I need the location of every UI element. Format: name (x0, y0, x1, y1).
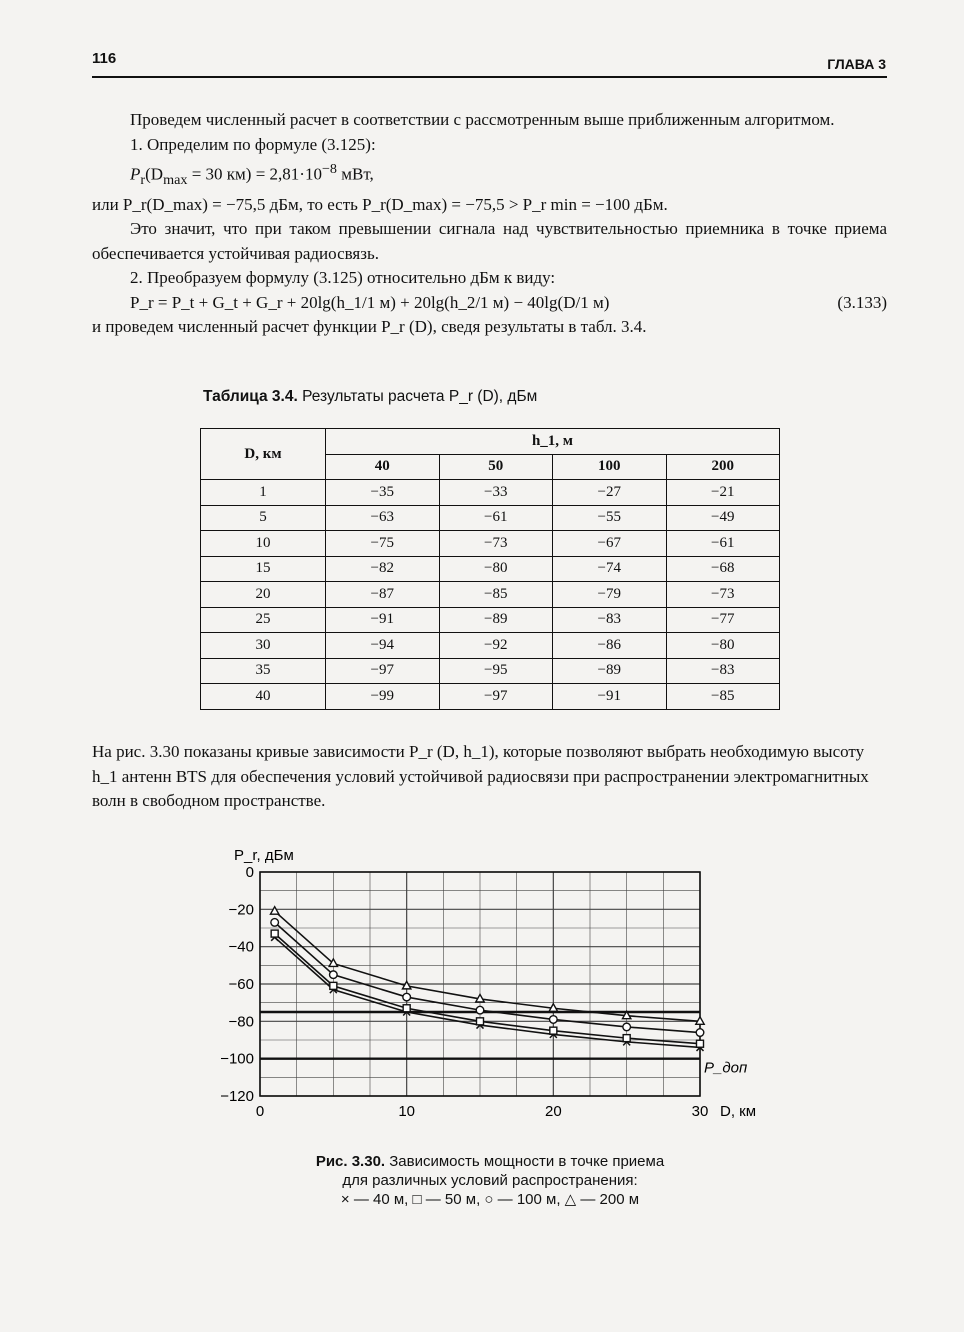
cell-power: −89 (439, 607, 553, 633)
cell-distance: 1 (201, 480, 326, 506)
step-2: 2. Преобразуем формулу (3.125) относительно дБм к виду: (130, 268, 556, 288)
square-marker (623, 1035, 630, 1042)
cell-power: −85 (439, 582, 553, 608)
table-row (201, 480, 780, 506)
cell-distance: 25 (201, 607, 326, 633)
cell-power: −73 (666, 582, 780, 608)
square-marker-icon: □ (412, 1191, 422, 1208)
y-tick-label: −120 (220, 1088, 254, 1105)
cell-power: −83 (553, 607, 667, 633)
circle-marker (330, 971, 338, 979)
header-h-value: 40 (326, 454, 440, 480)
table-row (201, 531, 780, 557)
triangle-marker (270, 907, 278, 915)
header-height: h_1, м (326, 429, 780, 455)
cell-power: −74 (553, 556, 667, 582)
formula-part-b: = 30 км) = 2,81·10 (187, 164, 322, 184)
cell-distance: 15 (201, 556, 326, 582)
formula-power (92, 157, 887, 193)
table-row (201, 607, 780, 633)
circle-marker (550, 1016, 558, 1024)
legend-50: — 50 м, (425, 1191, 481, 1208)
cell-power: −68 (666, 556, 780, 582)
cell-power: −33 (439, 480, 553, 506)
header-h-value: 50 (439, 454, 553, 480)
cell-power: −49 (666, 505, 780, 531)
cell-distance: 35 (201, 658, 326, 684)
paragraph-intro: Проведем численный расчет в соответствии с рассмотренным выше приближенным алгоритмом. (130, 110, 835, 129)
figure-title-b: для различных условий распространения: (342, 1172, 638, 1189)
header-rule (92, 76, 887, 78)
square-marker (271, 930, 278, 937)
cell-power: −91 (553, 684, 667, 710)
cell-distance: 10 (201, 531, 326, 557)
cell-power: −67 (553, 531, 667, 557)
table-caption (203, 388, 537, 406)
cell-power: −94 (326, 633, 440, 659)
cell-power: −85 (666, 684, 780, 710)
circle-marker (403, 993, 411, 1001)
x-tick-label: 10 (398, 1103, 416, 1120)
cell-distance: 5 (201, 505, 326, 531)
circle-marker (271, 919, 279, 927)
figure-caption (200, 1152, 780, 1209)
intro-text (92, 108, 887, 340)
table-row (201, 582, 780, 608)
header-distance: D, км (201, 429, 326, 480)
x-tick-label: 0 (255, 1103, 265, 1120)
series-line (275, 937, 700, 1047)
cell-power: −63 (326, 505, 440, 531)
cell-power: −61 (666, 531, 780, 557)
cell-distance: 40 (201, 684, 326, 710)
header-h-value: 100 (553, 454, 667, 480)
cell-power: −92 (439, 633, 553, 659)
y-tick-label: −60 (228, 976, 254, 993)
page-number: 116 (92, 50, 117, 67)
circle-marker-icon: ○ (484, 1191, 494, 1208)
cell-power: −86 (553, 633, 667, 659)
cell-power: −82 (326, 556, 440, 582)
x-tick-label: 30 (691, 1103, 709, 1120)
step-1: 1. Определим по формуле (3.125): (130, 134, 376, 154)
triangle-marker-icon: △ (564, 1191, 577, 1208)
formula-exponent: −8 (321, 161, 338, 177)
square-marker (550, 1027, 557, 1034)
cell-distance: 30 (201, 633, 326, 659)
y-tick-label: −100 (220, 1050, 254, 1068)
circle-marker (696, 1029, 704, 1037)
x-axis-label: D, км (720, 1103, 757, 1120)
formula-dmax-sub: max (163, 172, 188, 189)
square-marker (403, 1005, 410, 1012)
cell-power: −80 (439, 556, 553, 582)
formula-symbol: P (130, 164, 141, 184)
paragraph-stability: Это значит, что при таком превышении сигнала над чувствительностью приемника в точке приема обеспечивается устойчивая радиосвязь. (92, 219, 887, 263)
circle-marker (623, 1023, 631, 1031)
cell-power: −97 (439, 684, 553, 710)
table-row (201, 633, 780, 659)
table-row (201, 658, 780, 684)
cell-power: −55 (553, 505, 667, 531)
y-tick-label: −40 (228, 938, 254, 956)
y-axis-label: P_r, дБм (234, 847, 294, 864)
x-marker-icon: × (340, 1191, 350, 1208)
circle-marker (476, 1006, 484, 1014)
table-row (201, 684, 780, 710)
cell-power: −89 (553, 658, 667, 684)
cell-power: −61 (439, 505, 553, 531)
cell-power: −75 (326, 531, 440, 557)
paragraph-figure-ref: На рис. 3.30 показаны кривые зависимости P_r (D, h_1), которые позволяют выбрать необходимую высоту h_1 антенн BTS для обеспечения условий устойчивой радиосвязи при распространении электромагнитных волн в свободном пространстве. (92, 742, 869, 810)
cell-power: −27 (553, 480, 667, 506)
power-chart (200, 840, 780, 1140)
legend-200: — 200 м (580, 1191, 640, 1208)
cell-power: −80 (666, 633, 780, 659)
paragraph-table-ref: и проведем численный расчет функции P_r (D), сведя результаты в табл. 3.4. (92, 317, 647, 337)
results-table (200, 428, 780, 710)
table-row (201, 505, 780, 531)
header-h-value: 200 (666, 454, 780, 480)
table-caption-label: Таблица 3.4. (203, 388, 298, 405)
square-marker (330, 982, 337, 989)
cell-power: −35 (326, 480, 440, 506)
cell-power: −99 (326, 684, 440, 710)
cell-power: −97 (326, 658, 440, 684)
chapter-title: ГЛАВА 3 (827, 56, 886, 72)
legend-40: — 40 м, (353, 1191, 409, 1208)
chart-series (270, 907, 704, 1051)
cell-power: −73 (439, 531, 553, 557)
square-marker (697, 1040, 704, 1047)
cell-power: −77 (666, 607, 780, 633)
square-marker (477, 1018, 484, 1025)
formula-unit: мВт, (337, 164, 374, 184)
cell-power: −95 (439, 658, 553, 684)
cell-power: −87 (326, 582, 440, 608)
cell-power: −91 (326, 607, 440, 633)
equation-line (92, 291, 887, 316)
reference-label: P_доп (704, 1059, 748, 1077)
or-line: или P_r(D_max) = −75,5 дБм, то есть P_r(D_max) = −75,5 > P_r min = −100 дБм. (92, 194, 668, 214)
y-tick-label: −20 (228, 901, 254, 919)
legend-100: — 100 м, (497, 1191, 561, 1208)
y-tick-label: −80 (228, 1013, 254, 1031)
cell-distance: 20 (201, 582, 326, 608)
table-row (201, 556, 780, 582)
figure-title-a: Зависимость мощности в точке приема (385, 1153, 665, 1170)
equation-number: (3.133) (837, 292, 887, 312)
y-tick-label: 0 (245, 864, 254, 881)
formula-subscript: r (140, 172, 146, 189)
figure-legend (200, 1190, 780, 1209)
equation: P_r = P_t + G_t + G_r + 20lg(h_1/1 м) + 20lg(h_2/1 м) − 40lg(D/1 м) (130, 292, 610, 312)
cell-power: −83 (666, 658, 780, 684)
x-tick-label: 20 (544, 1103, 562, 1120)
cell-power: −79 (553, 582, 667, 608)
table-caption-text: Результаты расчета P_r (D), дБм (297, 388, 538, 405)
formula-part-a: (D (145, 164, 164, 184)
cell-power: −21 (666, 480, 780, 506)
figure-label: Рис. 3.30. (315, 1153, 386, 1170)
